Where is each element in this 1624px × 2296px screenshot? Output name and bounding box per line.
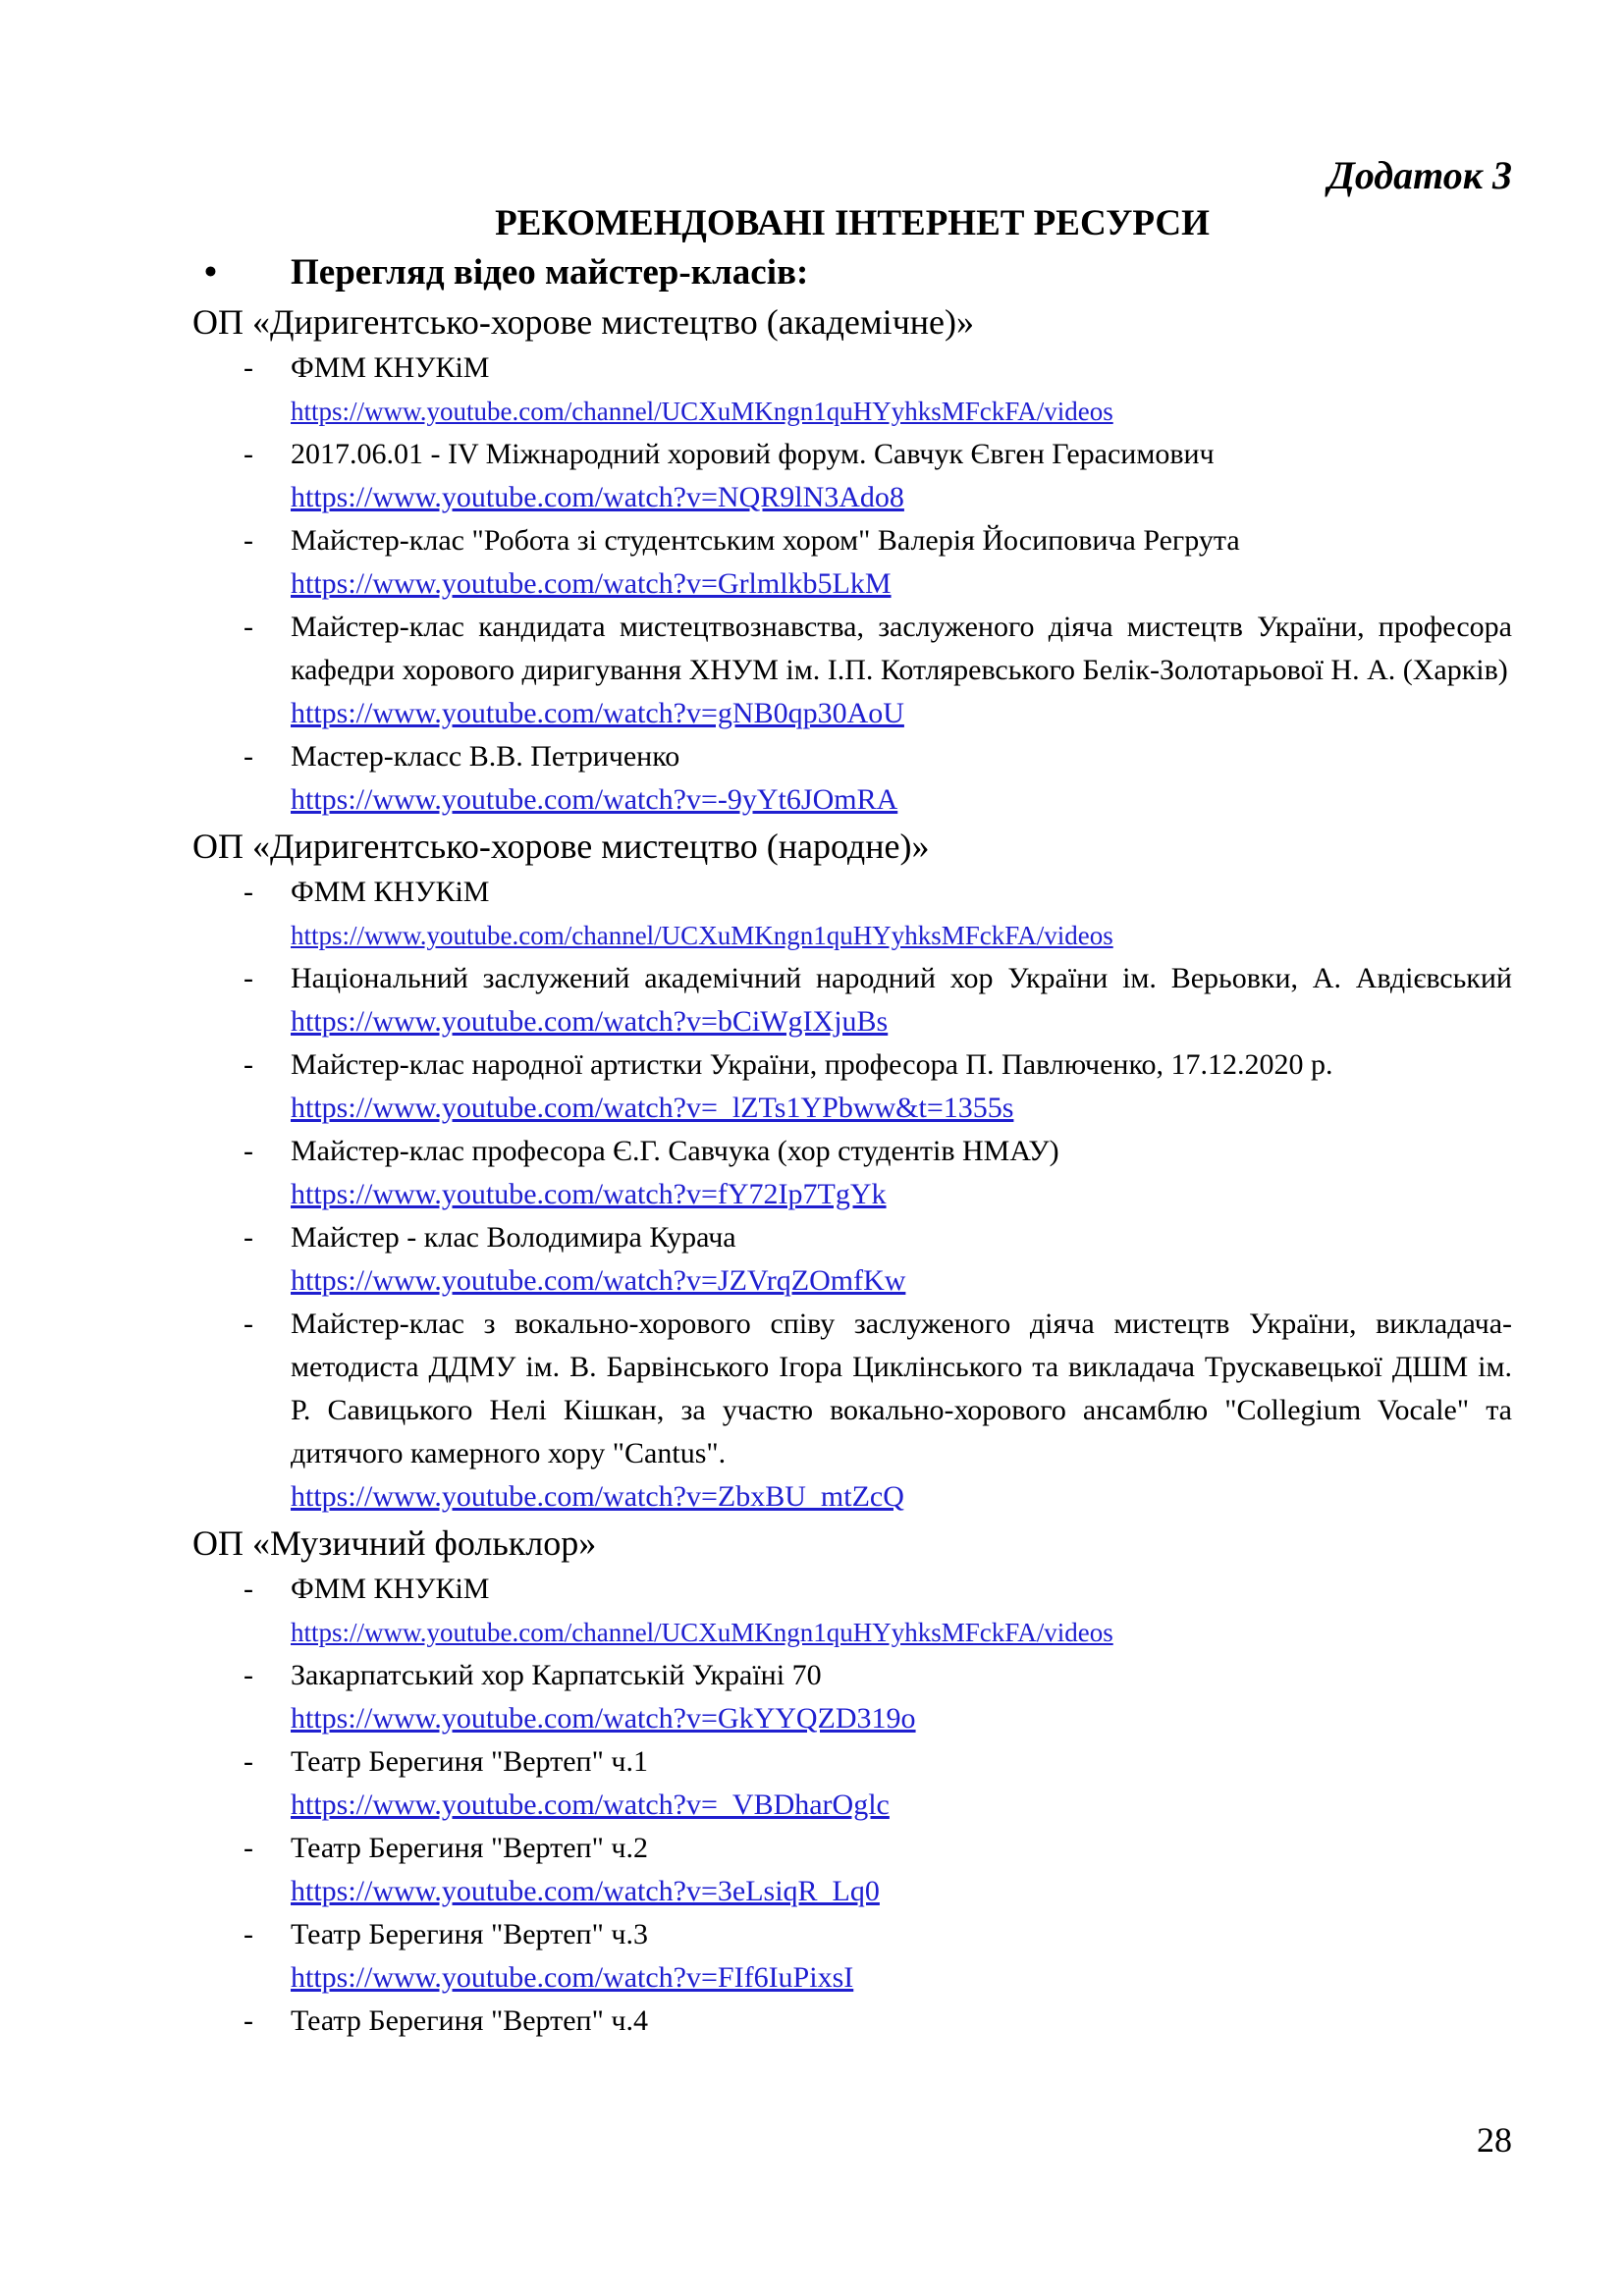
dash-marker: - xyxy=(244,1221,253,1254)
entry-label: Мастер-класс В.В. Петриченко xyxy=(291,740,680,773)
dash-marker: - xyxy=(244,438,253,470)
list-item xyxy=(192,1827,1512,1913)
dash-marker: - xyxy=(244,1308,253,1340)
entry-label: Театр Берегиня "Вертеп" ч.3 xyxy=(291,1918,648,1950)
entry-label: Майстер-клас "Робота зі студентським хором" Валерія Йосиповича Регрута xyxy=(291,524,1240,557)
section-title: ОП «Диригентсько-хорове мистецтво (академічне)» xyxy=(192,302,975,342)
list-item xyxy=(192,519,1512,606)
entry-text xyxy=(291,1913,1512,2000)
list-item xyxy=(192,606,1512,735)
dash-marker: - xyxy=(244,1048,253,1081)
video-link[interactable]: https://www.youtube.com/watch?v=fY72Ip7TgYk xyxy=(291,1178,887,1210)
video-link[interactable]: https://www.youtube.com/watch?v=NQR9lN3Ado8 xyxy=(291,481,904,513)
dash-marker: - xyxy=(244,1745,253,1778)
list-item xyxy=(192,957,1512,1043)
list-item xyxy=(192,1913,1512,2000)
entry-text xyxy=(291,1827,1512,1913)
entry-label: Театр Берегиня "Вертеп" ч.1 xyxy=(291,1745,648,1778)
video-link[interactable]: https://www.youtube.com/watch?v=_lZTs1YPbww&t=1355s xyxy=(291,1092,1014,1124)
list-item xyxy=(192,347,1512,433)
video-link[interactable]: https://www.youtube.com/watch?v=GkYYQZD319o xyxy=(291,1702,916,1735)
entry-text xyxy=(291,1740,1512,1827)
entry-label: ФММ КНУКіМ xyxy=(291,1573,490,1605)
video-link[interactable]: https://www.youtube.com/watch?v=-9yYt6JOmRA xyxy=(291,783,898,816)
entry-text xyxy=(291,735,1512,822)
dash-marker: - xyxy=(244,740,253,773)
video-link[interactable]: https://www.youtube.com/watch?v=FIf6IuPixsI xyxy=(291,1961,854,1994)
dash-marker: - xyxy=(244,524,253,557)
list-item xyxy=(192,1740,1512,1827)
dash-marker: - xyxy=(244,962,253,994)
dash-marker: - xyxy=(244,2004,253,2037)
entry-label: Національний заслужений академічний народний хор України ім. Верьовки, А. Авдієвський xyxy=(291,962,1512,994)
list-item xyxy=(192,1216,1512,1303)
entry-text xyxy=(291,1043,1512,1130)
entry-text xyxy=(291,347,1512,433)
video-link[interactable]: https://www.youtube.com/channel/UCXuMKngn1quHYyhksMFckFA/videos xyxy=(291,1618,1113,1647)
video-link[interactable]: https://www.youtube.com/watch?v=gNB0qp30AoU xyxy=(291,697,904,729)
dash-marker: - xyxy=(244,611,253,643)
dash-marker: - xyxy=(244,1918,253,1950)
page-title: РЕКОМЕНДОВАНІ ІНТЕРНЕТ РЕСУРСИ xyxy=(495,203,1210,243)
video-link[interactable]: https://www.youtube.com/watch?v=Grlmlkb5LkM xyxy=(291,567,892,600)
dash-marker: - xyxy=(244,1573,253,1605)
sections-container xyxy=(192,297,1512,2043)
entry-text xyxy=(291,1303,1512,1519)
list-item xyxy=(192,1043,1512,1130)
entry-label: Майстер-клас професора Є.Г. Савчука (хор студентів НМАУ) xyxy=(291,1135,1059,1167)
entry-label: Майстер - клас Володимира Курача xyxy=(291,1221,736,1254)
video-link[interactable]: https://www.youtube.com/watch?v=ZbxBU_mtZcQ xyxy=(291,1480,904,1513)
dash-marker: - xyxy=(244,1135,253,1167)
section-title: ОП «Диригентсько-хорове мистецтво (народне)» xyxy=(192,827,930,866)
dash-marker: - xyxy=(244,876,253,908)
entry-text xyxy=(291,1216,1512,1303)
entry-label: Майстер-клас кандидата мистецтвознавства, заслуженого діяча мистецтв України, професора кафедри хорового диригування ХНУМ ім. І.П. Котляревського Белік-Золотарьової Н. А. (Харків) xyxy=(291,611,1512,686)
video-link[interactable]: https://www.youtube.com/watch?v=JZVrqZOmfKw xyxy=(291,1264,906,1297)
document-page xyxy=(192,152,1512,2043)
bullet-icon: • xyxy=(204,252,217,293)
entry-label: 2017.06.01 - IV Міжнародний хоровий форум. Савчук Євген Герасимович xyxy=(291,438,1215,470)
dash-marker: - xyxy=(244,1659,253,1691)
video-link[interactable]: https://www.youtube.com/channel/UCXuMKngn1quHYyhksMFckFA/videos xyxy=(291,921,1113,950)
entry-label: Театр Берегиня "Вертеп" ч.4 xyxy=(291,2004,648,2037)
entry-label: Майстер-клас народної артистки України, професора П. Павлюченко, 17.12.2020 р. xyxy=(291,1048,1333,1081)
video-link[interactable]: https://www.youtube.com/channel/UCXuMKngn1quHYyhksMFckFA/videos xyxy=(291,397,1113,426)
bullet-heading-line xyxy=(192,248,1512,297)
entry-text xyxy=(291,519,1512,606)
entry-text xyxy=(291,871,1512,957)
entry-label: ФММ КНУКіМ xyxy=(291,351,490,384)
video-link[interactable]: https://www.youtube.com/watch?v=bCiWgIXjuBs xyxy=(291,1005,889,1038)
dash-marker: - xyxy=(244,351,253,384)
entry-label: ФММ КНУКіМ xyxy=(291,876,490,908)
entry-text xyxy=(291,606,1512,735)
section-title: ОП «Музичний фольклор» xyxy=(192,1523,597,1563)
bullet-heading: Перегляд відео майстер-класів: xyxy=(291,252,809,293)
entry-label: Майстер-клас з вокально-хорового співу заслуженого діяча мистецтв України, викладача-методиста ДДМУ ім. В. Барвінського Ігора Циклінського та викладача Трускавецької ДШМ ім. Р. Савицького Нелі Кішкан, за участю вокально-хорового ансамблю "Collegium Vocale" та дитячого камерного хору "Cantus". xyxy=(291,1308,1512,1469)
entry-text xyxy=(291,2000,1512,2043)
page-number: 28 xyxy=(1477,2120,1512,2160)
appendix-label: Додаток 3 xyxy=(1327,153,1512,197)
entry-text xyxy=(291,1654,1512,1740)
entry-text xyxy=(291,1568,1512,1654)
entry-label: Закарпатський хор Карпатській Україні 70 xyxy=(291,1659,822,1691)
entry-text xyxy=(291,957,1512,1043)
list-item xyxy=(192,1568,1512,1654)
list-item xyxy=(192,1654,1512,1740)
list-item xyxy=(192,1130,1512,1216)
list-item xyxy=(192,871,1512,957)
entry-text xyxy=(291,433,1512,519)
list-item xyxy=(192,433,1512,519)
dash-marker: - xyxy=(244,1832,253,1864)
video-link[interactable]: https://www.youtube.com/watch?v=3eLsiqR_Lq0 xyxy=(291,1875,880,1907)
entry-text xyxy=(291,1130,1512,1216)
video-link[interactable]: https://www.youtube.com/watch?v=_VBDharOglc xyxy=(291,1789,890,1821)
entry-label: Театр Берегиня "Вертеп" ч.2 xyxy=(291,1832,648,1864)
list-item xyxy=(192,1303,1512,1519)
list-item xyxy=(192,2000,1512,2043)
list-item xyxy=(192,735,1512,822)
